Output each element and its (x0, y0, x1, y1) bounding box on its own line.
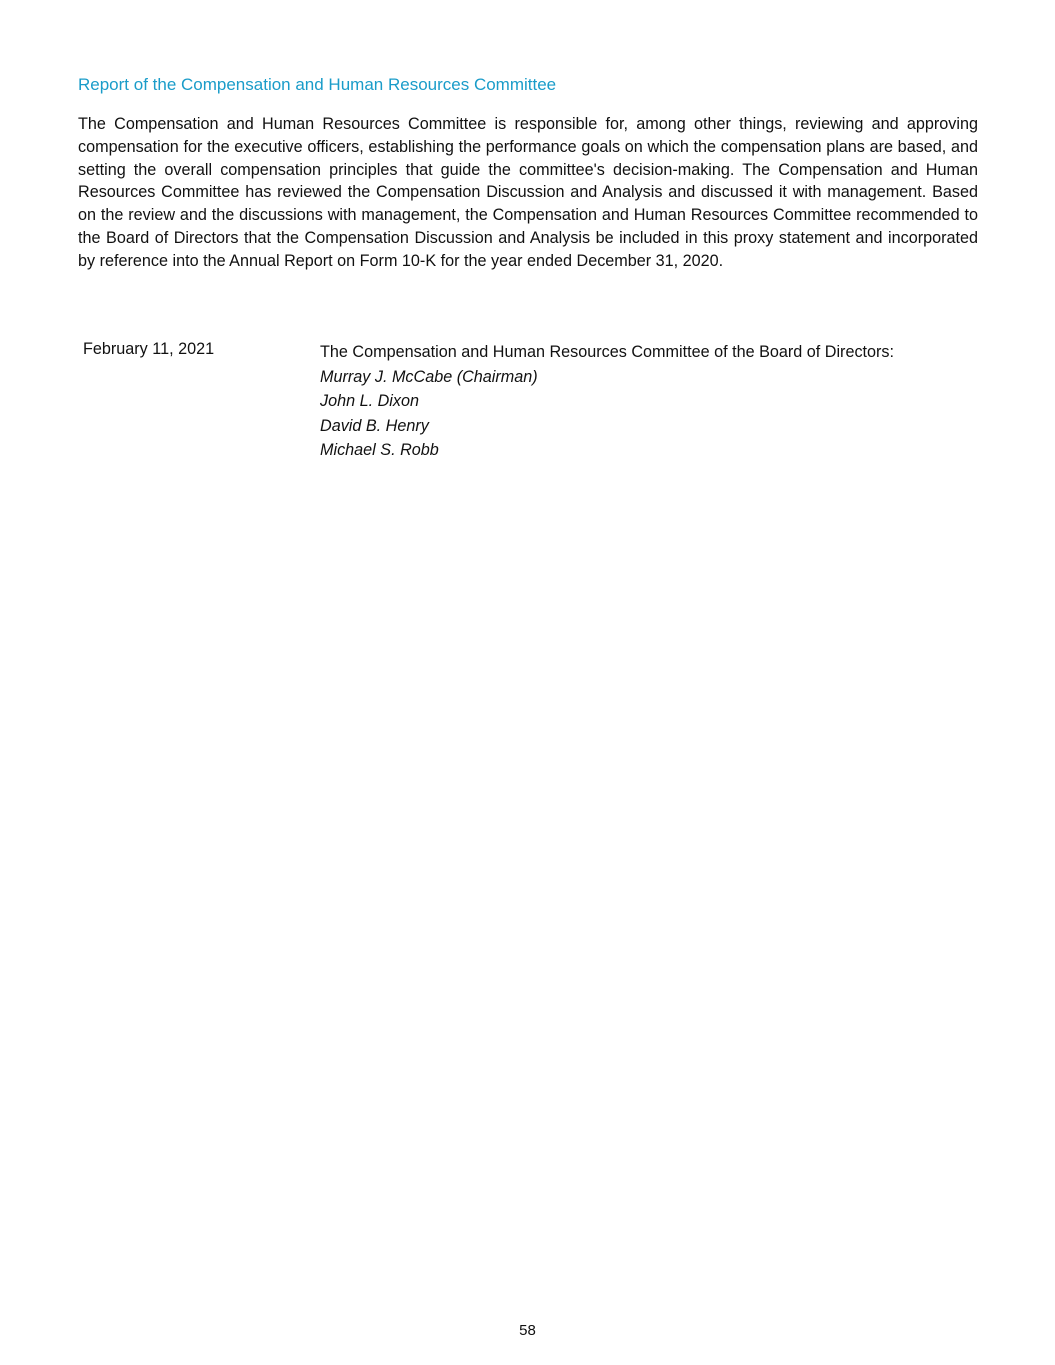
body-paragraph: The Compensation and Human Resources Committee is responsible for, among other things, reviewing and approving compensation for the executive officers, establishing the performance goals on which the compensation plans are based, and setting the overall compensation principles that guide the committee's decision-making. The Compensation and Human Resources Committee has reviewed the Compensation Discussion and Analysis and discussed it with management. Based on the review and the discussions with management, the Compensation and Human Resources Committee recommended to the Board of Directors that the Compensation Discussion and Analysis be included in this proxy statement and incorporated by reference into the Annual Report on Form 10-K for the year ended December 31, 2020. (78, 115, 978, 270)
report-date: February 11, 2021 (83, 340, 215, 358)
signature-block (320, 340, 894, 463)
committee-member: David B. Henry (320, 416, 429, 435)
section-title: Report of the Compensation and Human Resources Committee (78, 75, 557, 94)
page-number: 58 (519, 1322, 536, 1339)
committee-member: Murray J. McCabe (Chairman) (320, 367, 538, 386)
signature-heading: The Compensation and Human Resources Committee of the Board of Directors: (320, 343, 895, 361)
committee-member: Michael S. Robb (320, 441, 439, 459)
committee-member: John L. Dixon (320, 392, 419, 410)
